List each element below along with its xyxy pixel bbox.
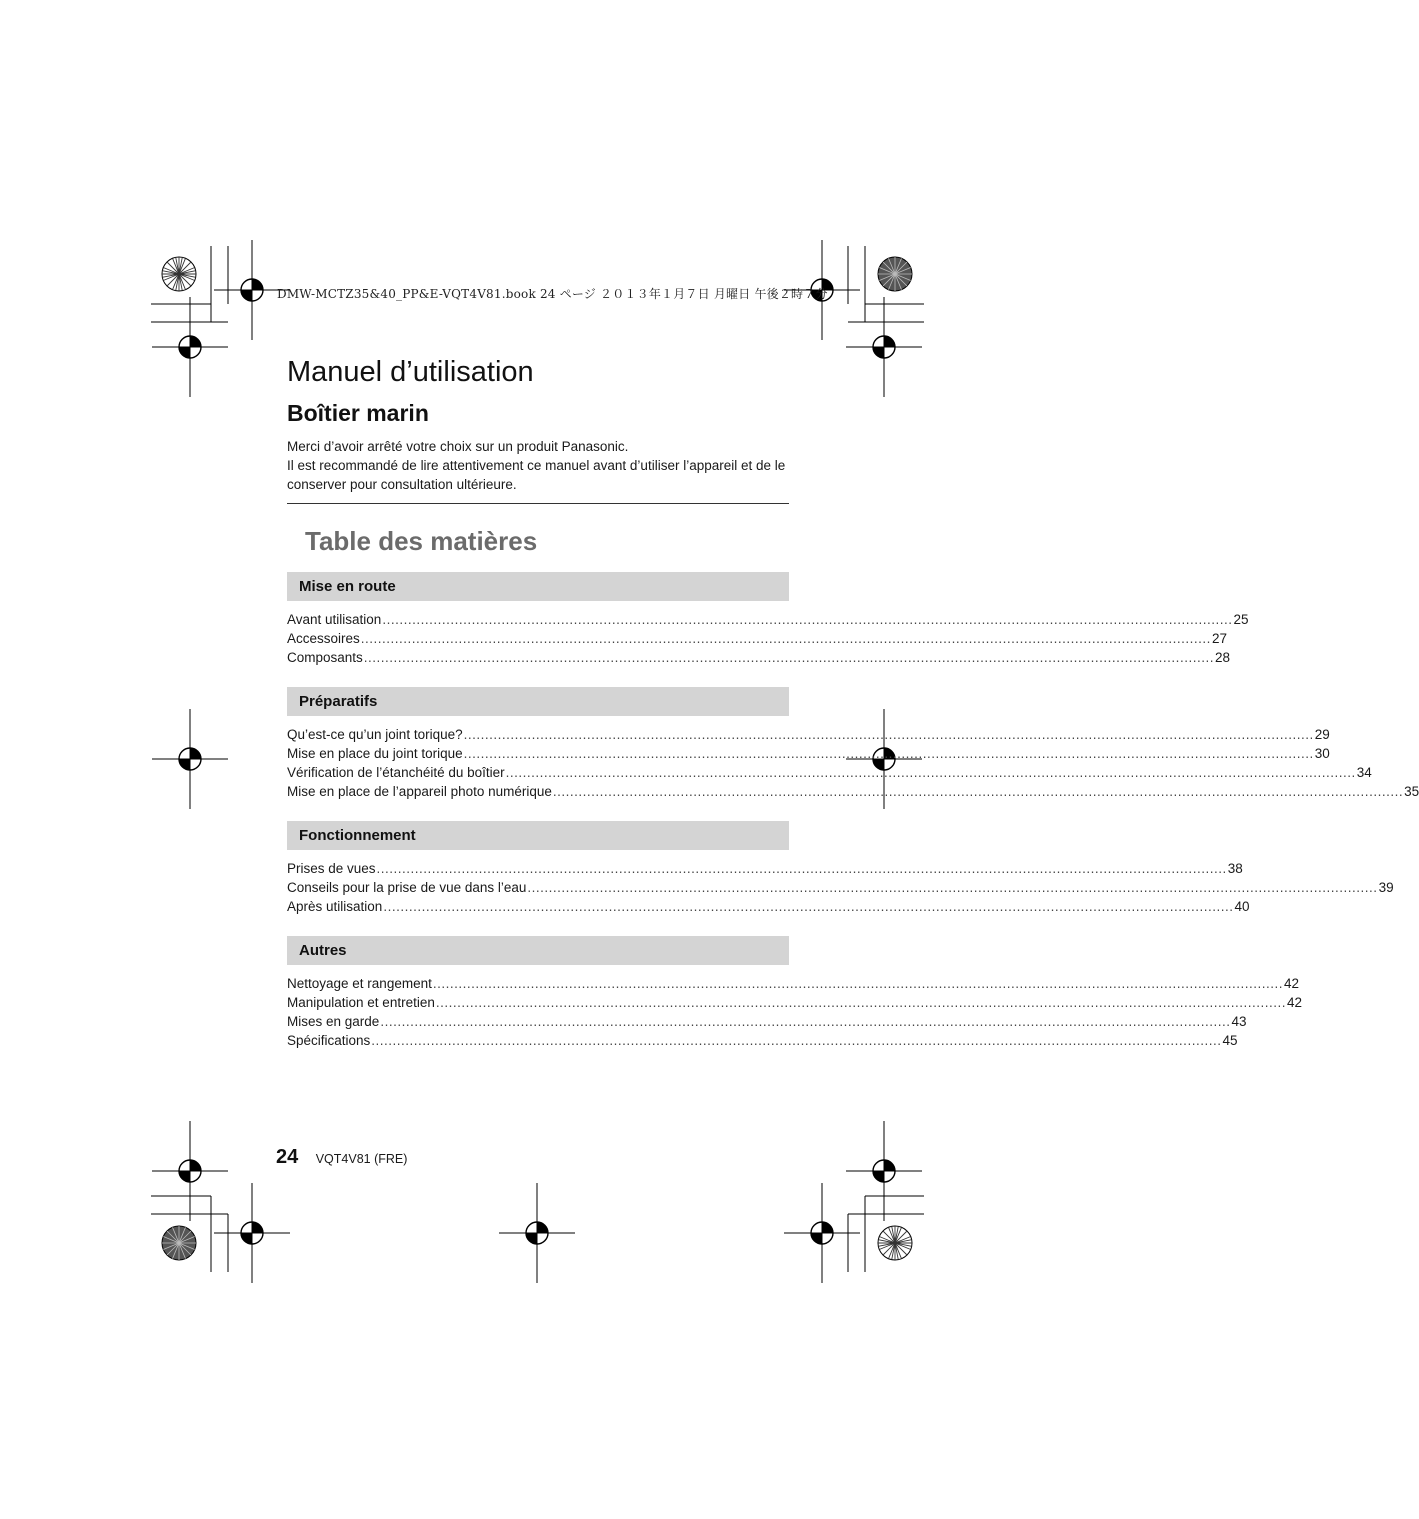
toc-entry-page: 30 bbox=[1314, 746, 1330, 761]
document-subtitle: Boîtier marin bbox=[287, 400, 429, 426]
toc-entry[interactable] bbox=[287, 1012, 1247, 1031]
crosshair-left-lower-icon bbox=[152, 1121, 228, 1221]
page-footer bbox=[276, 1146, 407, 1169]
document-title: Manuel d’utilisation bbox=[287, 356, 534, 388]
toc-entry-page: 43 bbox=[1231, 1014, 1247, 1029]
document-code: VQT4V81 (FRE) bbox=[315, 1152, 408, 1166]
toc-entry[interactable] bbox=[287, 878, 1394, 897]
toc-entry[interactable] bbox=[287, 648, 1230, 667]
toc-entry[interactable] bbox=[287, 859, 1243, 878]
toc-section-heading: Fonctionnement bbox=[287, 821, 789, 850]
toc-entry-page: 29 bbox=[1314, 727, 1330, 742]
page-number: 24 bbox=[276, 1146, 299, 1168]
toc-entry-page: 38 bbox=[1227, 861, 1243, 876]
crosshair-left-middle-icon bbox=[152, 709, 228, 809]
toc-entry[interactable] bbox=[287, 897, 1250, 916]
toc-entry-page: 27 bbox=[1211, 631, 1227, 646]
toc-title: Table des matières bbox=[305, 526, 538, 556]
toc-leader-dots: ........................................................................................................................................................................................................ bbox=[376, 861, 1227, 876]
toc-entry-page: 28 bbox=[1214, 650, 1230, 665]
registration-star-bottom-right-icon bbox=[878, 1226, 912, 1260]
crosshair-bottom-center-icon bbox=[499, 1183, 575, 1283]
toc-leader-dots: ........................................................................................................................................................................................................ bbox=[527, 880, 1378, 895]
toc-entry-page: 42 bbox=[1284, 976, 1300, 991]
toc-entry-page: 40 bbox=[1234, 899, 1250, 914]
toc-entry-label: Mises en garde bbox=[287, 1014, 380, 1029]
toc-entry-label: Spécifications bbox=[287, 1033, 371, 1048]
toc-entry-label: Manipulation et entretien bbox=[287, 995, 435, 1010]
toc-entry-label: Après utilisation bbox=[287, 899, 383, 914]
toc-entry[interactable] bbox=[287, 782, 1419, 801]
toc-section-heading: Mise en route bbox=[287, 572, 789, 601]
toc-entry-label: Composants bbox=[287, 650, 363, 665]
crosshair-bottom-right-icon bbox=[784, 1183, 860, 1283]
toc-entry-page: 25 bbox=[1233, 612, 1249, 627]
toc-entry[interactable] bbox=[287, 744, 1330, 763]
toc-entry[interactable] bbox=[287, 974, 1300, 993]
toc-leader-dots: ........................................................................................................................................................................................................ bbox=[360, 631, 1211, 646]
toc-leader-dots: ........................................................................................................................................................................................................ bbox=[463, 746, 1314, 761]
toc-leader-dots: ........................................................................................................................................................................................................ bbox=[432, 976, 1283, 991]
toc-leader-dots: ........................................................................................................................................................................................................ bbox=[552, 784, 1404, 799]
toc-entry-page: 34 bbox=[1356, 765, 1372, 780]
crosshair-right-lower-icon bbox=[846, 1121, 922, 1221]
toc-entry-page: 42 bbox=[1287, 995, 1303, 1010]
toc-entry[interactable] bbox=[287, 610, 1249, 629]
toc-entry-label: Mise en place de l’appareil photo numérique bbox=[287, 784, 552, 799]
toc-entry[interactable] bbox=[287, 725, 1330, 744]
toc-section-heading: Préparatifs bbox=[287, 687, 789, 716]
toc-section-fonctionnement bbox=[287, 821, 1394, 916]
toc-leader-dots: ........................................................................................................................................................................................................ bbox=[463, 727, 1314, 742]
intro-line-1: Merci d’avoir arrêté votre choix sur un produit Panasonic. bbox=[287, 439, 629, 454]
toc-entry-label: Avant utilisation bbox=[287, 612, 382, 627]
intro-line-2: Il est recommandé de lire attentivement ce manuel avant d’utiliser l’appareil et de le conserver pour consultation ultérieure. bbox=[287, 458, 786, 492]
toc-leader-dots: ........................................................................................................................................................................................................ bbox=[371, 1033, 1222, 1048]
crosshair-right-upper-icon bbox=[846, 297, 922, 397]
toc-leader-dots: ........................................................................................................................................................................................................ bbox=[435, 995, 1287, 1010]
toc-entry[interactable] bbox=[287, 629, 1227, 648]
toc-entry-label: Qu’est-ce qu’un joint torique? bbox=[287, 727, 463, 742]
toc-section-heading: Autres bbox=[287, 936, 789, 965]
registration-star-top-left-icon bbox=[162, 257, 196, 291]
toc-leader-dots: ........................................................................................................................................................................................................ bbox=[505, 765, 1356, 780]
toc-leader-dots: ........................................................................................................................................................................................................ bbox=[383, 899, 1234, 914]
print-header: DMW-MCTZ35&40_PP&E-VQT4V81.book 24 ページ ２０１３年１月７日 月曜日 午後２時７分 bbox=[277, 287, 828, 301]
toc-entry-label: Mise en place du joint torique bbox=[287, 746, 463, 761]
toc-entry-page: 45 bbox=[1222, 1033, 1238, 1048]
toc-entry-label: Prises de vues bbox=[287, 861, 376, 876]
toc-section-mise-en-route bbox=[287, 572, 1249, 667]
toc-section-preparatifs bbox=[287, 687, 1419, 801]
intro-text bbox=[287, 437, 789, 494]
toc-entry-label: Conseils pour la prise de vue dans l’eau bbox=[287, 880, 527, 895]
crosshair-bottom-left-icon bbox=[214, 1183, 290, 1283]
toc-entry-label: Vérification de l’étanchéité du boîtier bbox=[287, 765, 505, 780]
toc-entry-label: Nettoyage et rangement bbox=[287, 976, 432, 991]
registration-star-top-right-icon bbox=[878, 257, 912, 291]
toc-entry[interactable] bbox=[287, 1031, 1238, 1050]
registration-star-bottom-left-icon bbox=[162, 1226, 196, 1260]
page-content bbox=[287, 352, 1419, 1050]
toc-entry-page: 39 bbox=[1378, 880, 1394, 895]
toc-leader-dots: ........................................................................................................................................................................................................ bbox=[382, 612, 1233, 627]
toc-leader-dots: ........................................................................................................................................................................................................ bbox=[380, 1014, 1231, 1029]
toc-entry[interactable] bbox=[287, 763, 1372, 782]
toc-entry-label: Accessoires bbox=[287, 631, 360, 646]
divider bbox=[287, 503, 789, 504]
toc-section-autres bbox=[287, 936, 1303, 1050]
toc-leader-dots: ........................................................................................................................................................................................................ bbox=[363, 650, 1214, 665]
crosshair-left-upper-icon bbox=[152, 297, 228, 397]
toc-entry[interactable] bbox=[287, 993, 1303, 1012]
toc-entry-page: 35 bbox=[1404, 784, 1419, 799]
